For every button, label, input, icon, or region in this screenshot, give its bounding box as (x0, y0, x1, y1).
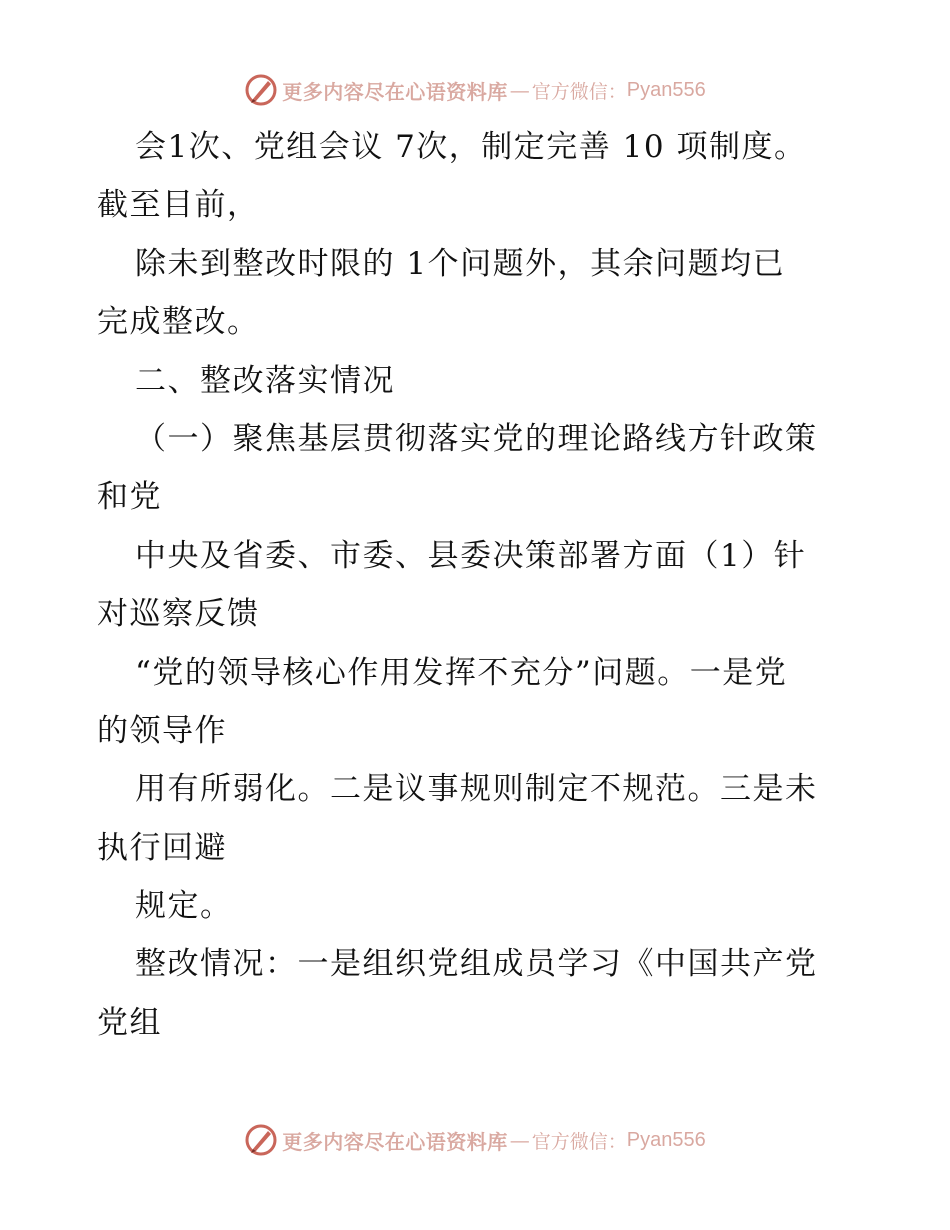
text-line: 整改情况：一是组织党组成员学习《中国共产党 (135, 946, 818, 983)
text-line: 执行回避 (97, 829, 227, 866)
header-watermark (0, 70, 950, 110)
text-line: 用有所弱化。二是议事规则制定不规范。三是未 (135, 771, 818, 808)
watermark-brand: 更多内容尽在心语资料库 (282, 79, 508, 104)
text-line: 中央及省委、市委、县委决策部署方面（1）针 (135, 537, 807, 574)
pen-circle-logo-icon (244, 1123, 278, 1157)
text-line: 截至目前， (97, 187, 260, 224)
text-line: 的领导作 (97, 712, 227, 749)
watermark-wechat-id: Pyan556 (626, 1128, 706, 1151)
pen-circle-logo-icon (244, 73, 278, 107)
text-line: 会1次、党组会议 7次，制定完善 10 项制度。 (135, 129, 807, 165)
section-heading: 二、整改落实情况 (135, 362, 395, 399)
text-line: 对巡察反馈 (97, 596, 260, 633)
text-line: 规定。 (135, 888, 233, 925)
document-body (97, 118, 877, 1052)
text-line: 党组 (97, 1004, 162, 1041)
footer-watermark (0, 1120, 950, 1160)
watermark-brand: 更多内容尽在心语资料库 (282, 1129, 508, 1154)
watermark-separator: — (509, 78, 530, 102)
subsection-heading: （一）聚焦基层贯彻落实党的理论路线方针政策 (135, 420, 818, 457)
text-line: 和党 (97, 479, 162, 516)
text-line: 除未到整改时限的 1个问题外，其余问题均已 (135, 245, 786, 282)
watermark-official-label: 官方微信： (531, 80, 627, 103)
watermark-official-label: 官方微信： (531, 1130, 627, 1153)
text-line: “党的领导核心作用发挥不充分”问题。一是党 (135, 654, 788, 691)
text-line: 完成整改。 (97, 304, 260, 341)
watermark-separator: — (509, 1128, 530, 1152)
watermark-wechat-id: Pyan556 (626, 78, 706, 101)
